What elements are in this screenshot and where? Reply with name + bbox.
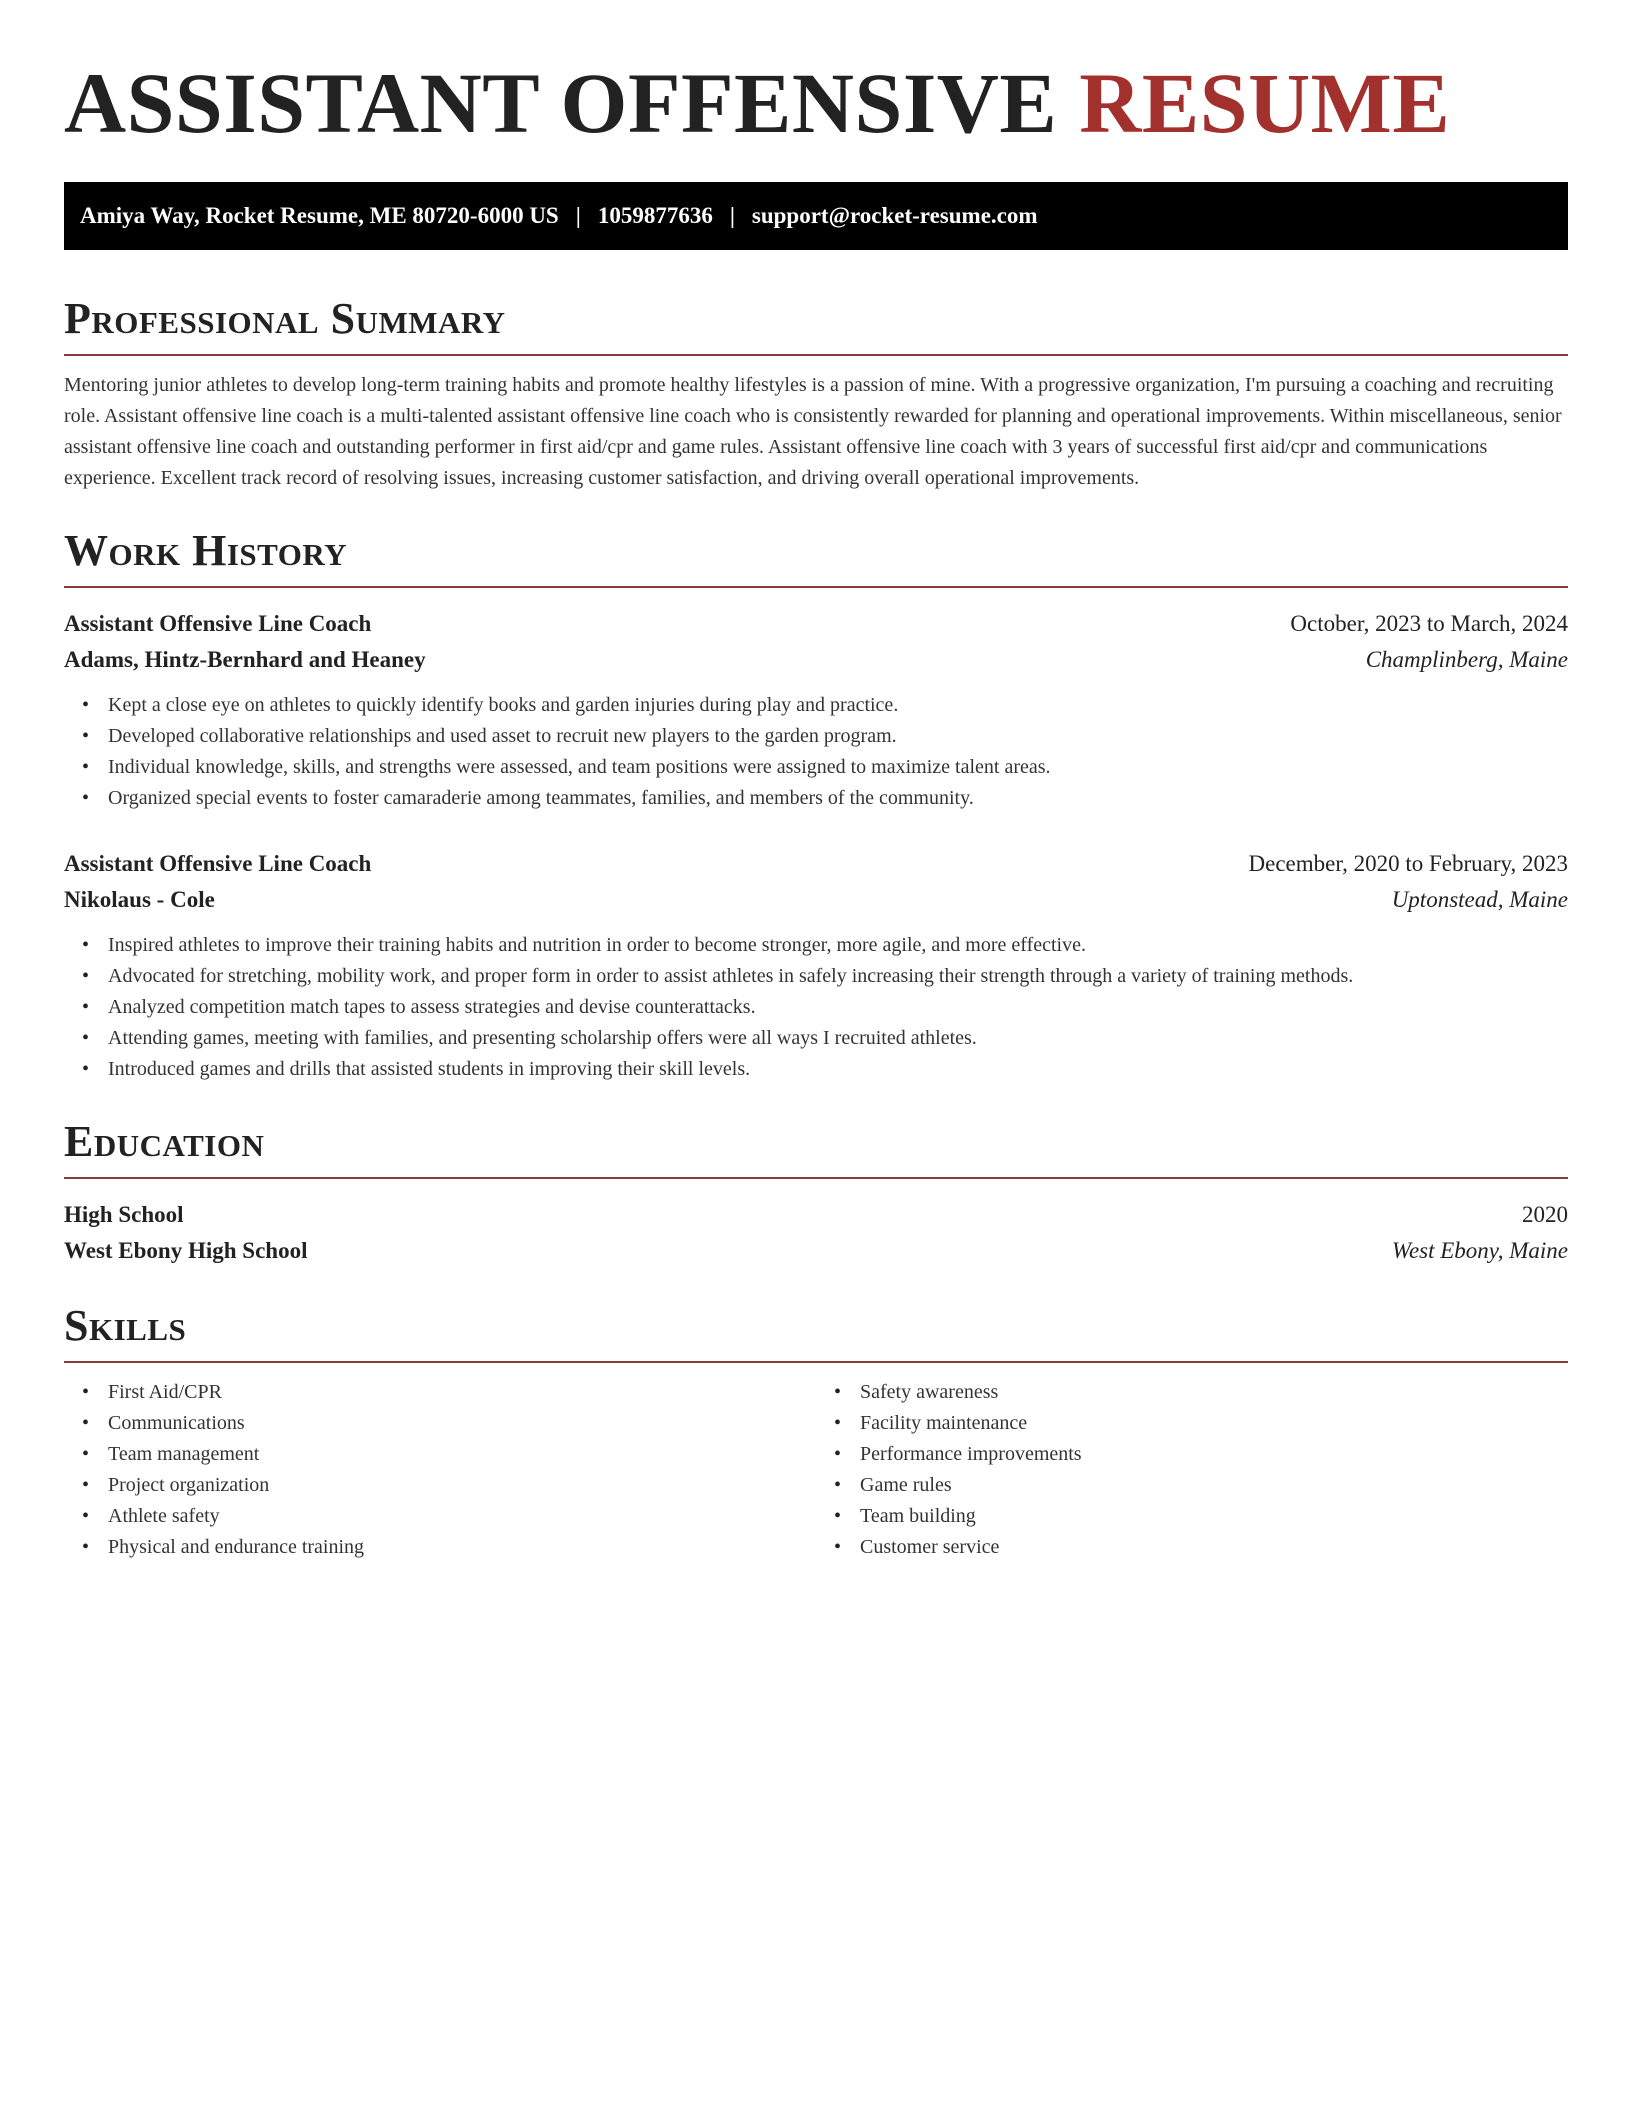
job-location: Uptonstead, Maine [1391,887,1568,912]
title-accent: RESUME [1079,55,1451,151]
skill-item: • Customer service [860,1532,1568,1563]
skill-item: • Performance improvements [860,1439,1568,1470]
job-company-row [64,642,1568,678]
work-history-section [64,524,1568,1085]
education-year: 2020 [1522,1202,1568,1227]
job-bullet: • Inspired athletes to improve their training habits and nutrition in order to become stronger, more agile, and more effective. [108,930,1568,961]
section-divider [64,1177,1568,1179]
job-title: Assistant Offensive Line Coach [64,611,372,636]
title-main: ASSISTANT OFFENSIVE [64,55,1058,151]
section-divider [64,354,1568,356]
section-divider [64,586,1568,588]
job-bullet: • Analyzed competition match tapes to assess strategies and devise counterattacks. [108,992,1568,1023]
skills-grid [64,1377,1568,1563]
education-heading: Education [64,1117,265,1166]
education-section [64,1115,1568,1269]
job-entry [64,846,1568,1085]
skill-item: • Safety awareness [860,1377,1568,1408]
skills-list-right [816,1377,1568,1563]
job-dates: December, 2020 to February, 2023 [1248,851,1568,876]
contact-separator: | [575,203,581,228]
contact-phone: 1059877636 [597,203,713,228]
job-company: Nikolaus - Cole [64,887,215,912]
education-location: West Ebony, Maine [1391,1238,1568,1263]
education-degree-row [64,1197,1568,1233]
contact-email: support@rocket-resume.com [751,203,1038,228]
education-entry [64,1197,1568,1269]
skill-item: • First Aid/CPR [108,1377,816,1408]
skill-item: • Project organization [108,1470,816,1501]
summary-section [64,292,1568,494]
skill-item: • Physical and endurance training [108,1532,816,1563]
job-company: Adams, Hintz-Bernhard and Heaney [64,647,426,672]
job-title: Assistant Offensive Line Coach [64,851,372,876]
contact-bar [64,182,1568,250]
job-bullet: • Attending games, meeting with families, and presenting scholarship offers were all ways I recruited athletes. [108,1023,1568,1054]
job-bullet: • Organized special events to foster camaraderie among teammates, families, and members of the community. [108,783,1568,814]
job-location: Champlinberg, Maine [1365,647,1568,672]
skill-item: • Communications [108,1408,816,1439]
skill-item: • Game rules [860,1470,1568,1501]
education-degree: High School [64,1202,184,1227]
job-company-row [64,882,1568,918]
section-divider [64,1361,1568,1363]
job-header-row [64,846,1568,882]
work-history-heading: Work History [64,526,348,575]
skills-list-left [64,1377,816,1563]
skill-item: • Team management [108,1439,816,1470]
summary-heading: Professional Summary [64,294,506,343]
job-bullet: • Advocated for stretching, mobility work, and proper form in order to assist athletes in safely increasing their strength through a variety of training methods. [108,961,1568,992]
job-header-row [64,606,1568,642]
skills-column-right [816,1377,1568,1563]
skill-item: • Athlete safety [108,1501,816,1532]
skills-column-left [64,1377,816,1563]
job-bullet: • Developed collaborative relationships and used asset to recruit new players to the garden program. [108,721,1568,752]
skill-item: • Team building [860,1501,1568,1532]
skill-item: • Facility maintenance [860,1408,1568,1439]
job-bullet: • Individual knowledge, skills, and strengths were assessed, and team positions were assigned to maximize talent areas. [108,752,1568,783]
job-bullet: • Introduced games and drills that assisted students in improving their skill levels. [108,1054,1568,1085]
education-school-row [64,1233,1568,1269]
resume-title [64,48,1568,158]
summary-text: Mentoring junior athletes to develop long-term training habits and promote healthy lifestyles is a passion of mine. With a progressive organization, I'm pursuing a coaching and recruiting role. Assistant offensive line coach is a multi-talented assistant offensive line coach who is consistently rewarded for planning and operational improvements. Within miscellaneous, senior assistant offensive line coach and outstanding performer in first aid/cpr and game rules. Assistant offensive line coach with 3 years of successful first aid/cpr and communications experience. Excellent track record of resolving issues, increasing customer satisfaction, and driving overall operational improvements. [64,374,1562,489]
education-school: West Ebony High School [64,1238,308,1263]
skills-section [64,1299,1568,1563]
job-dates: October, 2023 to March, 2024 [1290,611,1568,636]
job-bullets [64,930,1568,1085]
job-bullet: • Kept a close eye on athletes to quickly identify books and garden injuries during play and practice. [108,690,1568,721]
job-entry [64,606,1568,814]
skills-heading: Skills [64,1301,187,1350]
job-bullets [64,690,1568,814]
contact-address: Amiya Way, Rocket Resume, ME 80720-6000 US [80,203,559,228]
contact-separator: | [729,203,735,228]
